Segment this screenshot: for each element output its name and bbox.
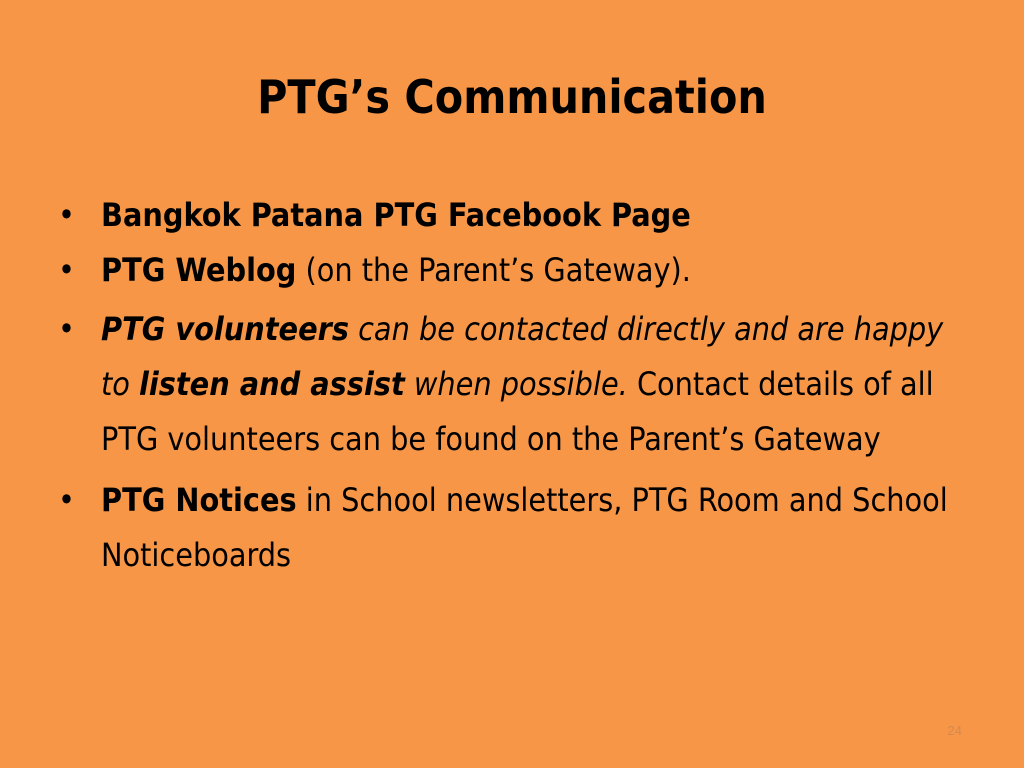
bullet-text: (on the Parent’s Gateway). <box>296 251 691 289</box>
bullet-text-bold-italic: listen and assist <box>139 365 405 403</box>
bullet-icon: • <box>58 481 75 519</box>
bullet-item-facebook <box>56 188 956 243</box>
bullet-text: in School newsletters, PTG Room and School Noticeboards <box>101 481 948 574</box>
bullet-text: Contact details of all PTG volunteers can be found on the Parent’s Gateway <box>101 365 934 458</box>
bullet-icon: • <box>58 196 75 234</box>
slide-title: PTG’s Communication <box>257 70 767 124</box>
bullet-item-volunteers <box>56 302 956 467</box>
bullet-item-notices <box>56 473 956 583</box>
bullet-text-bold: PTG Notices <box>101 481 297 519</box>
bullet-text-bold-italic: PTG volunteers <box>101 310 349 348</box>
bullet-text-bold: PTG Weblog <box>101 251 297 289</box>
bullet-text-italic: when possible. <box>404 365 628 403</box>
bullet-text-italic: can be contacted directly and are happy to <box>101 310 944 403</box>
bullet-text-bold: Bangkok Patana PTG Facebook Page <box>101 196 691 234</box>
bullet-icon: • <box>58 251 75 289</box>
slide-number: 24 <box>947 723 962 738</box>
bullet-icon: • <box>58 310 75 348</box>
bullet-list <box>56 188 956 585</box>
bullet-item-weblog <box>56 243 956 298</box>
